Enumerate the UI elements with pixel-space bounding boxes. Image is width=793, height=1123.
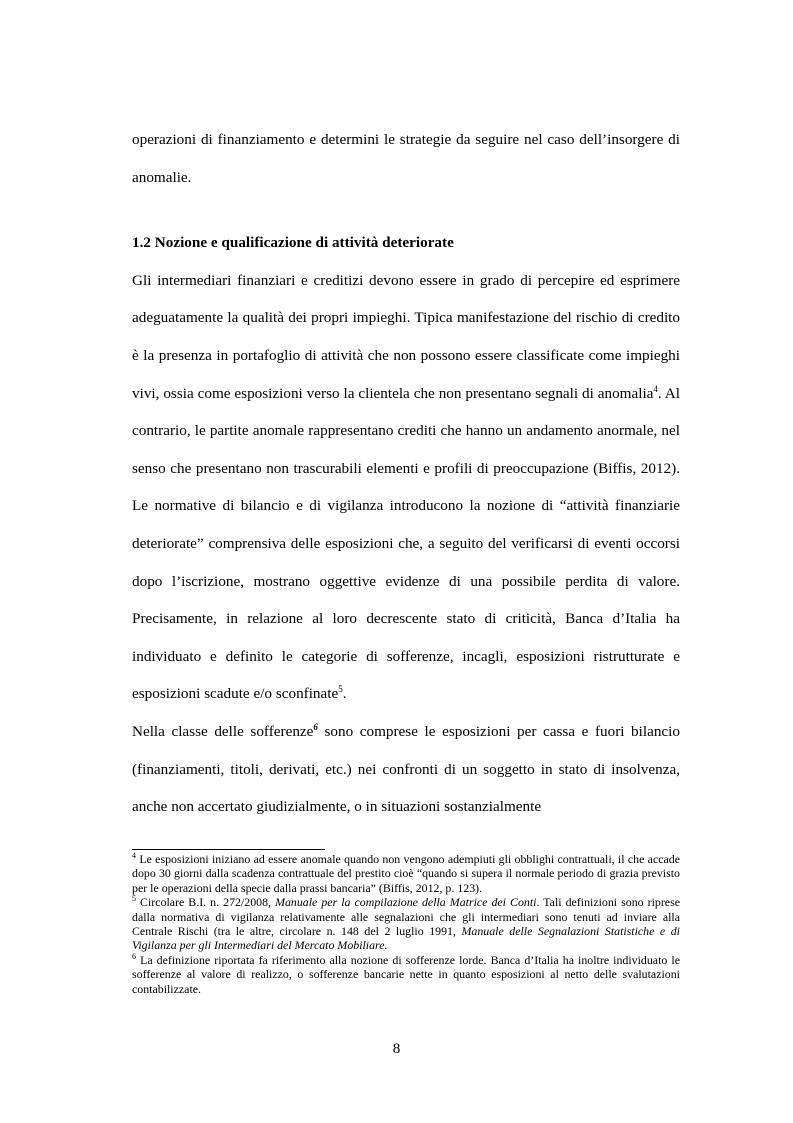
paragraph [132,262,680,713]
footnote-text: Circolare B.I. n. 272/2008, [136,895,276,910]
footnote-text: Le esposizioni iniziano ad essere anomale quando non vengono adempiuti gli obblighi contrattuali, il che accade dopo 30 giorni dalla scadenza contrattuale del prestito cioè “quando si supera il normale periodo di grazia previsto per le operazioni della specie dalla prassi bancaria” (Biffis, 2012, p. 123). [132,852,680,895]
footnote-title: Manuale per la compilazione della Matrice dei Conti [275,895,537,910]
paragraph-continuation: operazioni di finanziamento e determini le strategie da seguire nel caso dell’insorgere di anomalie. [132,131,680,186]
footnote-5 [132,895,680,953]
footnotes [132,852,680,996]
footnote-number: 5 [132,894,136,904]
footnote-ref-5[interactable]: 5 [338,684,343,695]
footnote-title: Manuale delle Segnalazioni Statistiche e di Vigilanza per gli Intermediari del Mercato Mobiliare. [132,924,680,953]
paragraph-text: . [342,685,347,703]
section-heading: 1.2 Nozione e qualificazione di attività deteriorate [132,234,454,252]
footnote-text: La definizione riportata fa riferimento alla nozione di sofferenze lorde. Banca d’Italia ha inoltre individuato le sofferenze al valore di realizzo, o sofferenze bancarie nette in quanto esposizioni al netto delle svalutazioni contabilizzate. [132,952,680,996]
paragraph-text: Nella classe delle sofferenze [132,722,314,740]
paragraph-text: . Al contrario, le partite anomale rappresentano crediti che hanno un andamento anormale, nel senso che presentano non trascurabili elementi e profili di preoccupazione (Biffis, 2012). Le normative di bilancio e di vigilanza introducono la nozione di “attività finanziarie deteriorate” comprensiva delle esposizioni che, a seguito del verificarsi di eventi occorsi dopo l’iscrizione, mostrano oggettive evidenze di una possibile perdita di valore. Precisamente, in relazione al loro decrescente stato di criticità, Banca d’Italia ha individuato e definito le categorie di sofferenze, incagli, esposizioni ristrutturate e esposizioni scadute e/o sconfinate [132,384,680,703]
footnote-text: . Tali definizioni sono riprese dalla normativa di vigilanza relativamente alle segnalazioni che gli intermediari sono tenuti ad inviare alla Centrale Rischi (tra le altre, circolare n. 148 del 2 luglio 1991, [132,895,680,939]
footnote-4 [132,852,680,895]
paragraph-text: sono comprese le esposizioni per cassa e fuori bilancio (finanziamenti, titoli, derivati, etc.) nei confronti di un soggetto in stato di insolvenza, anche non accertato giudizialmente, o in situazioni sostanzialmente [132,722,680,816]
footnote-number: 4 [132,851,136,861]
footnote-6 [132,953,680,996]
paragraph [132,713,680,826]
paragraph-text: Gli intermediari finanziari e creditizi devono essere in grado di percepire ed esprimere adeguatamente la qualità dei propri impieghi. Tipica manifestazione del rischio di credito è la presenza in portafoglio di attività che non possono essere classificate come impieghi vivi, ossia come esposizioni verso la clientela che non presentano segnali di anomalia [132,271,680,402]
footnote-separator [132,849,325,850]
footnote-ref-4[interactable]: 4 [653,383,658,394]
footnote-ref-6[interactable]: 6 [313,721,318,732]
body-text [132,121,680,826]
footnote-number: 6 [132,951,136,961]
page-number: 8 [392,1040,401,1057]
